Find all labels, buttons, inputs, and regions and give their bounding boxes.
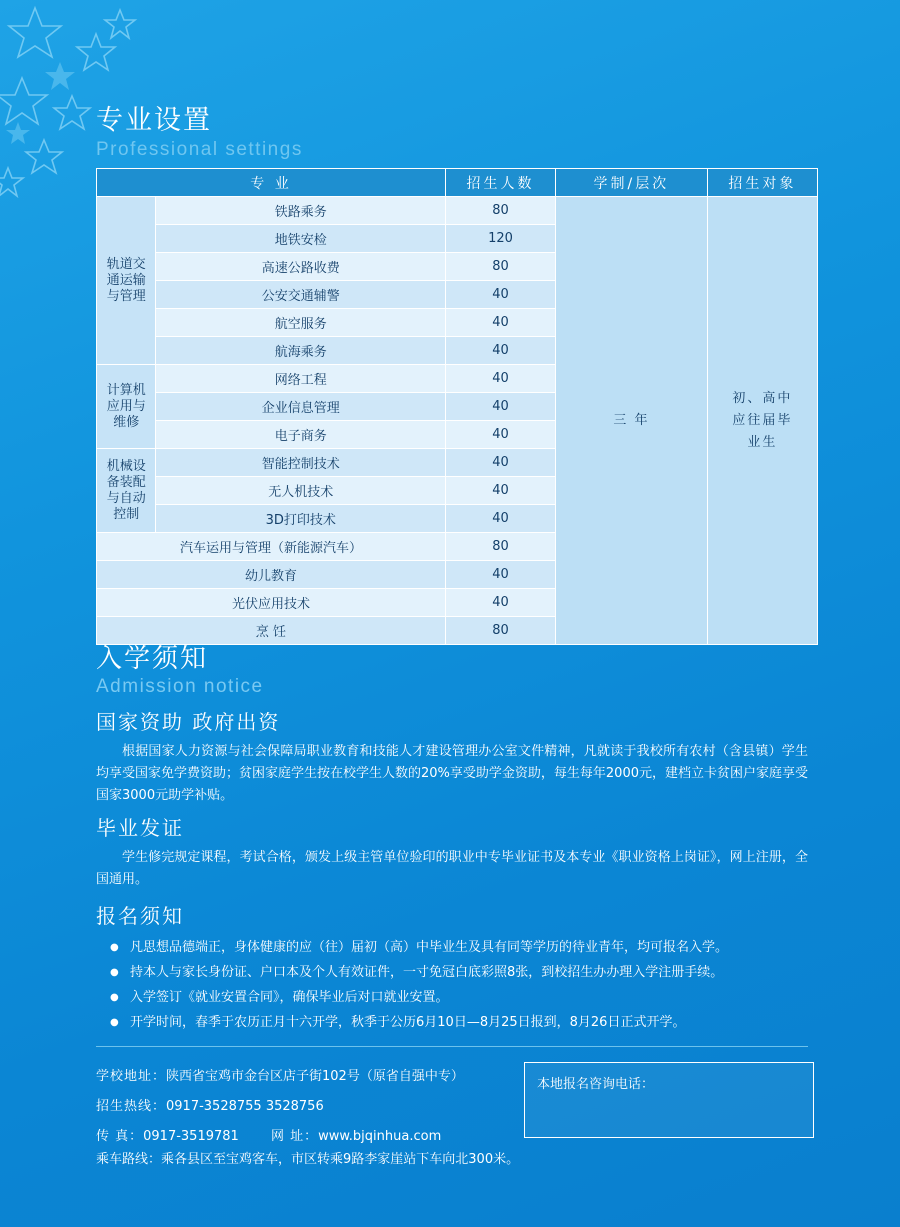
list-item: ● 开学时间，春季于农历正月十六开学，秋季于公历6月10日—8月25日报到，8月26日正式开学。	[96, 1010, 808, 1035]
major-name: 无人机技术	[156, 477, 446, 505]
major-name: 汽车运用与管理（新能源汽车）	[97, 533, 446, 561]
major-enrollment: 40	[445, 421, 555, 449]
major-name: 铁路乘务	[156, 197, 446, 225]
major-name: 地铁安检	[156, 225, 446, 253]
major-name: 网络工程	[156, 365, 446, 393]
local-contact-label: 本地报名咨询电话：	[537, 1077, 655, 1092]
route-label: 乘车路线：	[96, 1152, 162, 1167]
address-label: 学校地址：	[96, 1069, 167, 1084]
certificate-title: 毕业发证	[96, 816, 184, 840]
major-name: 高速公路收费	[156, 253, 446, 281]
footer-route-row	[96, 1148, 519, 1167]
table-header-row	[97, 169, 818, 197]
major-name: 智能控制技术	[156, 449, 446, 477]
web-label: 网 址：	[270, 1129, 319, 1144]
list-item: ● 持本人与家长身份证、户口本及个人有效证件，一寸免冠白底彩照8张，到校招生办办理入学注册手续。	[96, 960, 808, 985]
major-name: 幼儿教育	[97, 561, 446, 589]
majors-table	[96, 168, 818, 645]
fax-value: 0917-3519781	[143, 1129, 239, 1144]
table-row	[97, 197, 818, 225]
section-apply	[96, 900, 808, 1035]
major-enrollment: 40	[445, 365, 555, 393]
apply-title: 报名须知	[96, 904, 184, 928]
footer-divider	[96, 1046, 808, 1047]
funding-title: 国家资助 政府出资	[96, 710, 281, 734]
list-item: ● 凡思想品德端正，身体健康的应（往）届初（高）中毕业生及具有同等学历的待业青年，均可报名入学。	[96, 935, 808, 960]
column-header-target: 招生对象	[707, 169, 817, 197]
notice-subtitle: Admission notice	[96, 676, 264, 697]
major-enrollment: 40	[445, 589, 555, 617]
major-enrollment: 40	[445, 561, 555, 589]
web-value[interactable]: www.bjqinhua.com	[318, 1129, 442, 1144]
section-header-notice	[96, 638, 264, 698]
major-name: 3D打印技术	[156, 505, 446, 533]
major-enrollment: 80	[445, 253, 555, 281]
footer-address-row	[96, 1062, 526, 1092]
major-enrollment: 80	[445, 617, 555, 645]
major-enrollment: 40	[445, 477, 555, 505]
major-name: 公安交通辅警	[156, 281, 446, 309]
certificate-body: 学生修完规定课程，考试合格，颁发上级主管单位验印的职业中专毕业证书及本专业《职业资格上岗证》，网上注册，全国通用。	[96, 850, 808, 887]
column-header-enrollment: 招生人数	[445, 169, 555, 197]
major-name: 企业信息管理	[156, 393, 446, 421]
notice-title: 入学须知	[96, 644, 209, 674]
major-enrollment: 80	[445, 533, 555, 561]
major-enrollment: 80	[445, 197, 555, 225]
fax-label: 传 真：	[96, 1129, 144, 1144]
column-header-system: 学制/层次	[556, 169, 708, 197]
target-cell: 初、高中 应往届毕 业生	[707, 197, 817, 645]
major-enrollment: 40	[445, 505, 555, 533]
page-subtitle: Professional settings	[96, 139, 303, 160]
footer-hotline-row	[96, 1092, 526, 1122]
hotline-label: 招生热线：	[96, 1099, 167, 1114]
major-enrollment: 40	[445, 449, 555, 477]
section-certificate	[96, 812, 808, 891]
major-enrollment: 40	[445, 393, 555, 421]
system-cell: 三 年	[556, 197, 708, 645]
major-enrollment: 40	[445, 309, 555, 337]
category-cell-computer: 计算机 应用与 维修	[97, 365, 156, 449]
major-name: 光伏应用技术	[97, 589, 446, 617]
page-title: 专业设置	[96, 105, 212, 136]
section-header-majors	[96, 98, 303, 161]
address-value: 陕西省宝鸡市金台区店子街102号（原省自强中专）	[166, 1069, 464, 1084]
major-name: 电子商务	[156, 421, 446, 449]
category-cell-rail: 轨道交 通运输 与管理	[97, 197, 156, 365]
major-name: 烹 饪	[97, 617, 446, 645]
major-enrollment: 40	[445, 337, 555, 365]
category-cell-machinery: 机械设 备装配 与自动 控制	[97, 449, 156, 533]
footer-contact-info	[96, 1062, 526, 1152]
route-value: 乘各县区至宝鸡客车，市区转乘9路李家崖站下车向北300米。	[161, 1152, 520, 1167]
hotline-value: 0917-3528755 3528756	[166, 1099, 324, 1114]
section-funding	[96, 706, 808, 807]
funding-body: 根据国家人力资源与社会保障局职业教育和技能人才建设管理办公室文件精神，凡就读于我校所有农村（含县镇）学生均享受国家免学费资助；贫困家庭学生按在校学生人数的20%享受助学金资助，每生每年2000元，建档立卡贫困户家庭享受国家3000元助学补贴。	[96, 744, 808, 803]
local-contact-box	[524, 1062, 814, 1138]
major-name: 航海乘务	[156, 337, 446, 365]
list-item: ● 入学签订《就业安置合同》，确保毕业后对口就业安置。	[96, 985, 808, 1010]
major-enrollment: 120	[445, 225, 555, 253]
column-header-major: 专 业	[97, 169, 446, 197]
major-enrollment: 40	[445, 281, 555, 309]
major-name: 航空服务	[156, 309, 446, 337]
apply-list	[96, 935, 808, 1035]
